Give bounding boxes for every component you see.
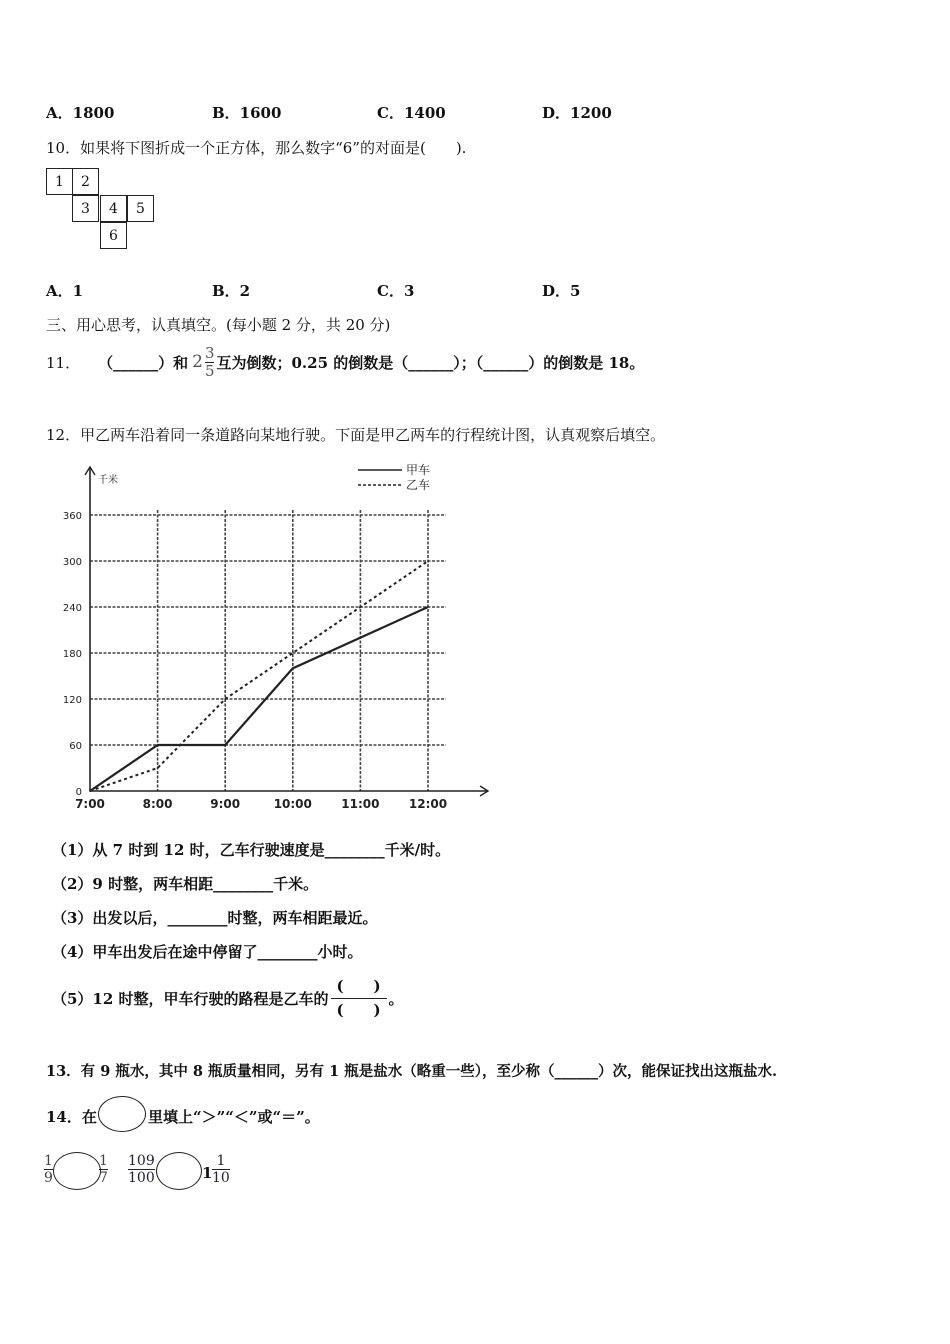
section-heading: 三、用心思考，认真填空。(每小题 2 分，共 20 分) bbox=[46, 316, 391, 334]
q9-option-b: B．1600 bbox=[212, 104, 282, 122]
q11-numerator: 3 bbox=[204, 343, 215, 362]
mixed-whole: 1 bbox=[202, 1164, 213, 1182]
net-cell: 3 bbox=[72, 195, 99, 222]
legend-label: 甲车 bbox=[406, 463, 431, 477]
x-tick-label: 12:00 bbox=[408, 797, 448, 811]
y-tick-label: 240 bbox=[62, 603, 82, 614]
y-tick-label: 120 bbox=[62, 695, 82, 706]
q12-sub5-fraction bbox=[331, 976, 387, 1019]
compare-circle-2[interactable] bbox=[156, 1152, 202, 1190]
y-tick-label: 360 bbox=[62, 511, 82, 522]
numerator: 109 bbox=[128, 1153, 155, 1169]
q12-sub3: （3）出发以后，________时整，两车相距最近。 bbox=[52, 909, 378, 927]
travel-chart bbox=[40, 455, 500, 820]
data-point bbox=[157, 744, 159, 746]
q11-denominator: 5 bbox=[204, 361, 215, 380]
q10-option-c: C．3 bbox=[377, 282, 415, 300]
fraction-bar bbox=[331, 998, 387, 999]
chart-series bbox=[89, 560, 429, 792]
q10-option-d: D．5 bbox=[542, 282, 581, 300]
data-point bbox=[157, 767, 159, 769]
comparison-2 bbox=[128, 1152, 238, 1194]
q12-sub5-text: （5）12 时整，甲车行驶的路程是乙车的 bbox=[52, 989, 329, 1008]
q12-sub1: （1）从 7 时到 12 时，乙车行驶速度是________千米/时。 bbox=[52, 841, 451, 859]
q10-option-a: A．1 bbox=[46, 282, 84, 300]
q13: 13．有 9 瓶水，其中 8 瓶质量相同，另有 1 瓶是盐水（略重一些），至少称（______）次，能保证找出这瓶盐水. bbox=[46, 1063, 778, 1080]
fraction-right bbox=[212, 1154, 230, 1185]
x-tick-label: 8:00 bbox=[142, 797, 173, 811]
q12-sub5 bbox=[52, 972, 404, 1024]
denominator: 10 bbox=[212, 1170, 230, 1186]
x-tick-label: 7:00 bbox=[75, 797, 105, 811]
legend-label: 乙车 bbox=[406, 478, 431, 492]
y-tick-label: 0 bbox=[75, 787, 82, 798]
x-tick-label: 9:00 bbox=[210, 797, 241, 811]
data-point bbox=[427, 560, 429, 562]
fraction-right bbox=[99, 1154, 108, 1185]
q11-whole: 2 bbox=[192, 352, 203, 372]
q12-sub5-end: 。 bbox=[388, 989, 404, 1008]
data-point bbox=[427, 606, 429, 608]
chart-labels bbox=[63, 473, 447, 811]
net-cell: 5 bbox=[127, 195, 154, 222]
data-point bbox=[224, 744, 226, 746]
comparison-1 bbox=[44, 1152, 124, 1194]
q11-mixed-number bbox=[192, 343, 215, 380]
data-point bbox=[89, 790, 91, 792]
answer-circle bbox=[98, 1096, 146, 1132]
q10-option-b: B．2 bbox=[212, 282, 251, 300]
y-tick-label: 180 bbox=[62, 649, 82, 660]
y-axis-label: 千米 bbox=[98, 475, 118, 486]
net-cell: 4 bbox=[100, 195, 127, 222]
q14-p1: 14．在 bbox=[46, 1108, 97, 1126]
numerator: 1 bbox=[216, 1153, 226, 1169]
denominator: 9 bbox=[44, 1170, 53, 1186]
q11 bbox=[46, 340, 644, 384]
data-point bbox=[224, 698, 226, 700]
fraction-left bbox=[44, 1154, 53, 1185]
chart-legend bbox=[358, 463, 430, 492]
denominator: 100 bbox=[128, 1170, 155, 1186]
x-tick-label: 11:00 bbox=[341, 797, 380, 811]
q9-option-a: A．1800 bbox=[46, 104, 115, 122]
x-tick-label: 10:00 bbox=[273, 797, 312, 811]
q10-stem: 10．如果将下图折成一个正方体，那么数字“6”的对面是( ). bbox=[46, 139, 467, 157]
numerator: 1 bbox=[44, 1153, 53, 1169]
q11-number: 11． bbox=[46, 353, 81, 372]
q12-sub4: （4）甲车出发后在途中停留了________小时。 bbox=[52, 943, 363, 961]
net-cell: 1 bbox=[46, 168, 73, 195]
fraction-denominator: ( ) bbox=[336, 1000, 381, 1019]
denominator: 7 bbox=[99, 1170, 108, 1186]
q9-option-d: D．1200 bbox=[542, 104, 612, 122]
numerator: 1 bbox=[99, 1153, 108, 1169]
fraction-numerator: ( ) bbox=[336, 976, 381, 995]
q9-option-c: C．1400 bbox=[377, 104, 446, 122]
q11-part1: （______）和 bbox=[98, 353, 189, 372]
q11-fraction bbox=[204, 343, 215, 380]
fraction-left bbox=[128, 1154, 155, 1185]
y-tick-label: 300 bbox=[62, 557, 82, 568]
q12-sub2: （2）9 时整，两车相距________千米。 bbox=[52, 875, 319, 893]
chart-grid bbox=[90, 510, 446, 791]
q14-p2: 里填上“＞”“＜”或“＝”。 bbox=[148, 1108, 320, 1126]
q12-stem: 12．甲乙两车沿着同一条道路向某地行驶。下面是甲乙两车的行程统计图，认真观察后填空。 bbox=[46, 426, 666, 444]
data-point bbox=[292, 668, 294, 670]
compare-circle-1[interactable] bbox=[53, 1152, 101, 1190]
net-cell: 2 bbox=[72, 168, 99, 195]
net-cell: 6 bbox=[100, 222, 127, 249]
y-tick-label: 60 bbox=[69, 741, 82, 752]
q11-part2: 互为倒数；0.25 的倒数是（______）；（______）的倒数是 18。 bbox=[216, 353, 645, 372]
